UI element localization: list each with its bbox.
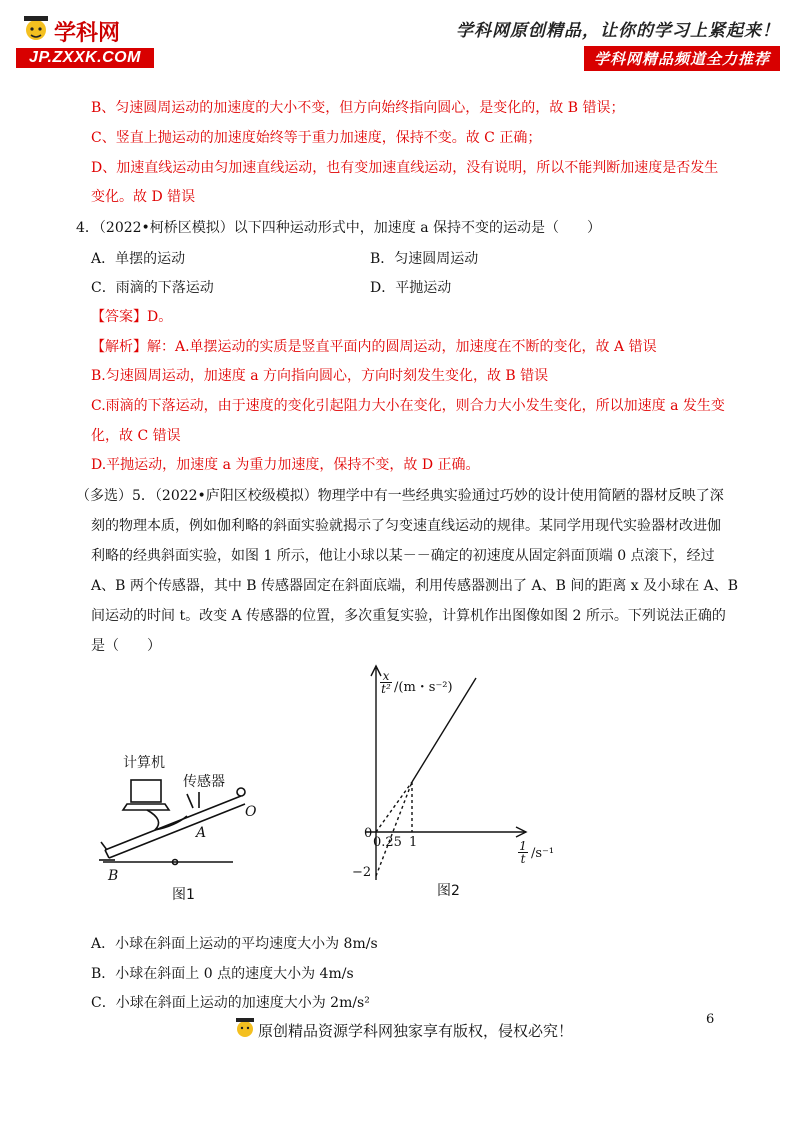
fig2-tick-neg-2: −2 xyxy=(352,865,372,880)
prev-explanation-line: B、匀速圆周运动的加速度的大小不变，但方向始终指向圆心，是变化的，故 B 错误； xyxy=(91,100,625,116)
q4-option-c: C．雨滴的下落运动 xyxy=(91,280,214,296)
q5-option-c: C．小球在斜面上运动的加速度大小为 2m/s² xyxy=(91,995,370,1011)
fig1-label-b: B xyxy=(108,868,119,884)
fig2-x-label xyxy=(518,840,528,865)
footer-copyright: 原创精品资源学科网独家享有版权，侵权必究！ xyxy=(258,1022,574,1040)
q4-option-d: D．平抛运动 xyxy=(370,280,452,296)
figure-1-incline-setup xyxy=(95,750,255,900)
question-4-stem: 4．（2022•柯桥区模拟）以下四种运动形式中，加速度 a 保持不变的运动是（ ） xyxy=(76,220,602,236)
question-5-stem-line: 刻的物理本质，例如伽利略的斜面实验就揭示了匀变速直线运动的规律。某同学用现代实验器材改进伽 xyxy=(91,518,721,534)
fig2-x-label-num: 1 xyxy=(519,839,527,853)
logo-text: 学科网 xyxy=(54,21,121,46)
fig2-y-label-num: x xyxy=(380,670,392,683)
mascot-icon xyxy=(18,10,54,48)
fig1-computer-label: 计算机 xyxy=(123,755,165,771)
fig2-y-unit: /(m・s⁻²) xyxy=(394,680,453,695)
fig1-caption: 图1 xyxy=(172,887,195,903)
question-5-stem-line: 间运动的时间 t。改变 A 传感器的位置，多次重复实验，计算机作出图像如图 2 所示。下列说法正确的 xyxy=(91,608,726,624)
q4-analysis-line: D.平抛运动，加速度 a 为重力加速度，保持不变，故 D 正确。 xyxy=(91,457,480,473)
prev-explanation-line: C、竖直上抛运动的加速度始终等于重力加速度，保持不变。故 C 正确； xyxy=(91,130,542,146)
q5-option-b: B．小球在斜面上 0 点的速度大小为 4m/s xyxy=(91,966,354,982)
fig2-y-label xyxy=(380,670,392,695)
fig2-tick-1: 1 xyxy=(409,835,418,850)
fig2-origin: 0 xyxy=(364,826,373,841)
q5-option-a: A．小球在斜面上运动的平均速度大小为 8m/s xyxy=(91,936,378,952)
page-number: 6 xyxy=(706,1012,715,1027)
header-slogan: 学科网原创精品，让你的学习上紧起来！ xyxy=(456,21,780,41)
fig2-caption: 图2 xyxy=(437,883,460,899)
question-5-stem-line: 利略的经典斜面实验，如图 1 所示，他让小球以某－－确定的初速度从固定斜面顶端 0 点滚下，经过 xyxy=(91,548,715,564)
footer-mascot-icon xyxy=(232,1014,258,1042)
q4-answer: 【答案】D。 xyxy=(91,309,173,325)
q4-option-a: A．单摆的运动 xyxy=(91,251,186,267)
q4-analysis-line: 【解析】解：A.单摆运动的实质是竖直平面内的圆周运动，加速度在不断的变化，故 A 错误 xyxy=(91,339,657,355)
q4-analysis-line: C.雨滴的下落运动，由于速度的变化引起阻力大小在变化，则合力大小发生变化，所以加速度 a 发生变 xyxy=(91,398,725,414)
q4-analysis-line: 化，故 C 错误 xyxy=(91,428,181,444)
fig2-x-unit: /s⁻¹ xyxy=(531,846,555,861)
fig1-sensor-label: 传感器 xyxy=(183,774,225,790)
q4-analysis-line: B.匀速圆周运动，加速度 a 方向指向圆心，方向时刻发生变化，故 B 错误 xyxy=(91,368,549,384)
question-5-stem-line: 是（ ） xyxy=(91,638,161,654)
q4-option-b: B．匀速圆周运动 xyxy=(370,251,479,267)
question-5-stem-line: （多选）5．（2022•庐阳区校级模拟）物理学中有一些经典实验通过巧妙的设计使用简陋的器材反映了深 xyxy=(76,488,724,504)
fig2-y-label-den: t² xyxy=(381,682,391,696)
prev-explanation-line: 变化。故 D 错误 xyxy=(91,189,196,205)
prev-explanation-line: D、加速直线运动由匀加速直线运动，也有变加速直线运动，没有说明，所以不能判断加速度是否发生 xyxy=(91,160,719,176)
logo-url[interactable]: JP.ZXXK.COM xyxy=(16,48,154,68)
header-logo xyxy=(18,10,148,50)
question-5-stem-line: A、B 两个传感器，其中 B 传感器固定在斜面底端，利用传感器测出了 A、B 间的距离 x 及小球在 A、B xyxy=(91,578,738,594)
fig1-label-a: A xyxy=(196,825,207,841)
fig2-tick-0-25: 0.25 xyxy=(373,835,402,850)
fig2-x-label-den: t xyxy=(520,852,526,866)
header-channel-banner: 学科网精品频道全力推荐 xyxy=(584,46,780,71)
fig1-label-o: O xyxy=(245,804,257,820)
